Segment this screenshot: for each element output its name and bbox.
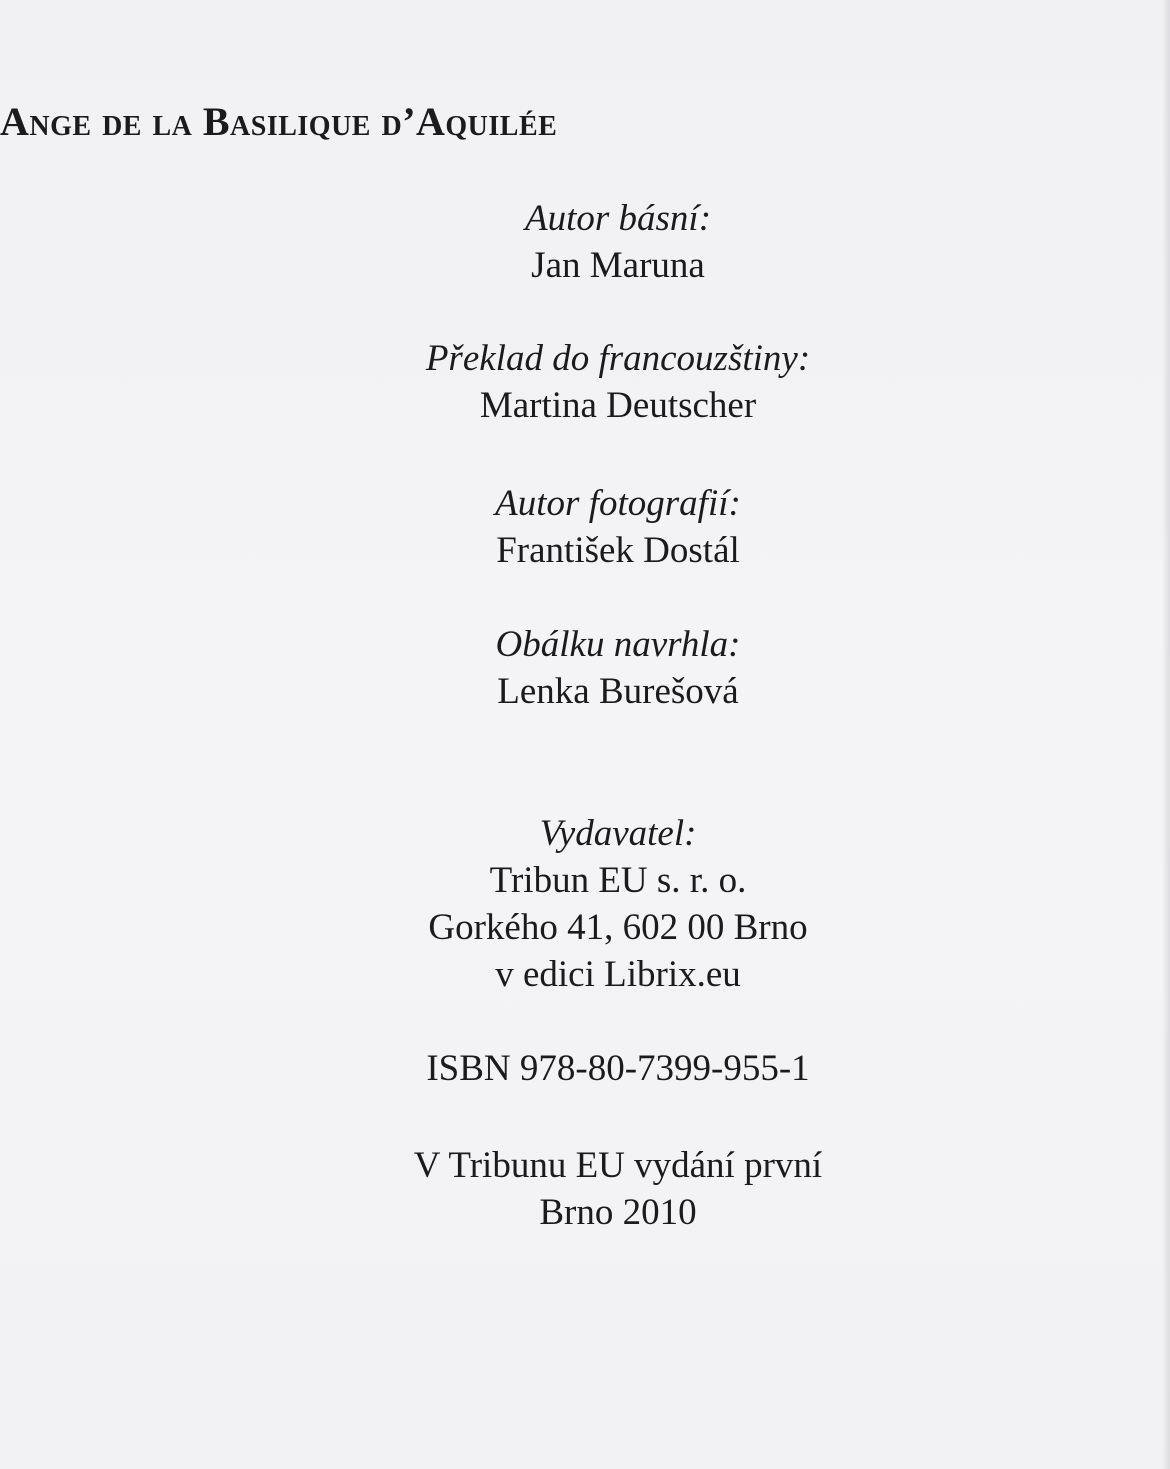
credit-label: Autor básní: <box>524 198 712 239</box>
credit-translator <box>0 335 1170 429</box>
book-title: Ange de la Basilique d’Aquilée <box>0 99 558 144</box>
credit-value: Martina Deutscher <box>479 385 757 426</box>
publisher-edition: v edici Librix.eu <box>495 954 741 995</box>
publisher-address: Gorkého 41, 602 00 Brno <box>428 907 808 948</box>
credit-label: Autor fotografií: <box>495 483 741 524</box>
credit-value: František Dostál <box>496 530 740 571</box>
imprint-place-year: Brno 2010 <box>539 1192 697 1233</box>
isbn-block <box>0 1045 1170 1092</box>
credit-photographer <box>0 480 1170 574</box>
imprint-block <box>0 1142 1170 1236</box>
credit-value: Jan Maruna <box>531 245 705 286</box>
publisher-name: Tribun EU s. r. o. <box>489 860 747 901</box>
credit-poems-author <box>0 195 1170 289</box>
credit-label: Obálku navrhla: <box>495 624 741 665</box>
imprint-edition: V Tribunu EU vydání první <box>413 1145 823 1186</box>
credit-value: Lenka Burešová <box>497 671 739 712</box>
publisher-block <box>0 810 1170 998</box>
publisher-label: Vydavatel: <box>539 813 697 854</box>
isbn: ISBN 978-80-7399-955-1 <box>426 1048 810 1089</box>
credit-label: Překlad do francouzštiny: <box>425 338 811 379</box>
credit-cover-designer <box>0 621 1170 715</box>
